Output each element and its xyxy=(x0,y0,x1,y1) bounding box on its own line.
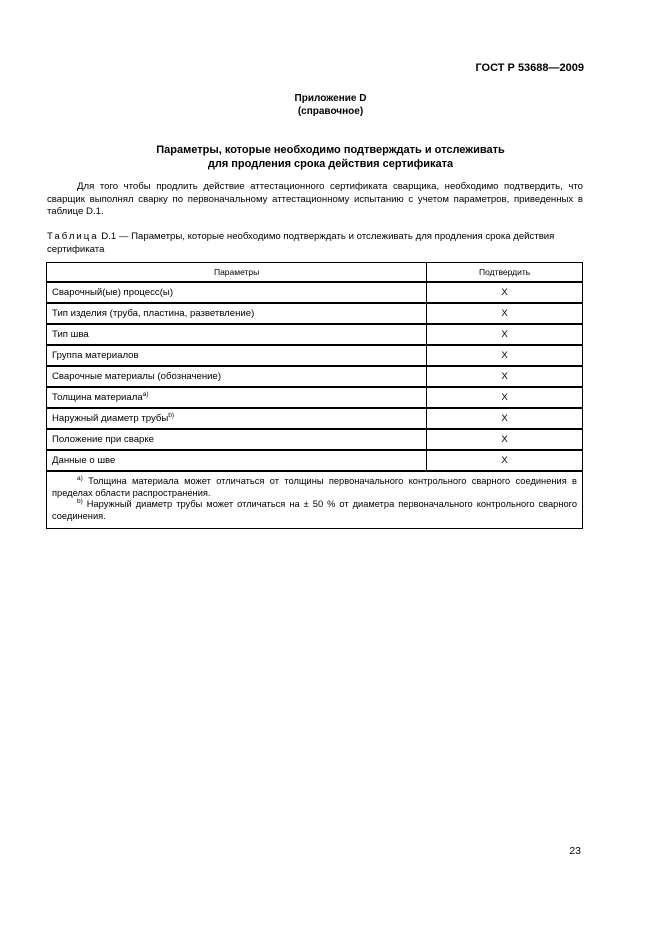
footnote-b xyxy=(52,499,577,522)
header-confirm: Подтвердить xyxy=(427,263,583,283)
footnote-mark-a: a) xyxy=(77,475,83,482)
confirm-cell: X xyxy=(427,429,583,450)
confirm-cell: X xyxy=(427,366,583,387)
param-cell xyxy=(47,324,427,345)
confirm-cell: X xyxy=(427,387,583,408)
footnote-ref-a: a) xyxy=(142,391,149,398)
appendix-status: (справочное) xyxy=(297,106,364,117)
page-number: 23 xyxy=(569,845,581,857)
table-row xyxy=(47,324,583,345)
param-name: Толщина материала xyxy=(52,392,143,403)
intro-paragraph: Для того чтобы продлить действие аттестационного сертификата сварщика, необходимо подтвердить, что сварщик выполнял сварку по первоначальному аттестационному испытанию с учетом параметров, приведенных в таблице D.1. xyxy=(47,181,583,218)
table-row xyxy=(47,429,583,450)
confirm-cell: X xyxy=(427,345,583,366)
footnote-ref-b: b) xyxy=(168,412,175,419)
table-row xyxy=(47,408,583,429)
appendix-label: Приложение D xyxy=(294,93,367,104)
table-row xyxy=(47,345,583,366)
footnote-text-a: Толщина материала может отличаться от толщины первоначального контрольного сварного соединения в пределах области распространения. xyxy=(52,476,577,498)
param-cell xyxy=(47,429,427,450)
param-name: Данные о шве xyxy=(52,455,116,466)
header-parameters: Параметры xyxy=(47,263,427,283)
table-notes-row xyxy=(47,471,583,529)
param-name: Группа материалов xyxy=(52,350,139,361)
param-name: Наружный диаметр трубы xyxy=(52,413,169,424)
confirm-cell: X xyxy=(427,408,583,429)
table-header-row xyxy=(47,263,583,283)
appendix-title xyxy=(0,143,661,171)
confirm-cell: X xyxy=(427,450,583,471)
table-caption-word: Таблица xyxy=(47,231,99,242)
confirm-cell: X xyxy=(427,324,583,345)
standard-number: ГОСТ Р 53688—2009 xyxy=(475,62,584,74)
param-cell xyxy=(47,450,427,471)
table-caption xyxy=(47,231,583,256)
title-line-1: Параметры, которые необходимо подтверждать и отслеживать xyxy=(156,144,505,156)
param-name: Тип шва xyxy=(52,329,89,340)
param-name: Положение при сварке xyxy=(52,434,155,445)
footnote-mark-b: b) xyxy=(77,498,83,505)
table-row xyxy=(47,303,583,324)
param-cell xyxy=(47,345,427,366)
confirm-cell: X xyxy=(427,282,583,303)
param-cell xyxy=(47,408,427,429)
parameters-table xyxy=(46,262,583,529)
param-cell xyxy=(47,282,427,303)
table-row xyxy=(47,450,583,471)
appendix-heading xyxy=(0,92,661,118)
footnote-a xyxy=(52,476,577,499)
param-name: Тип изделия (труба, пластина, разветвление) xyxy=(52,308,255,319)
confirm-cell: X xyxy=(427,303,583,324)
title-line-2: для продления срока действия сертификата xyxy=(207,158,454,170)
table-row xyxy=(47,366,583,387)
table-notes xyxy=(47,471,583,529)
table-row xyxy=(47,387,583,408)
param-cell xyxy=(47,303,427,324)
table-row xyxy=(47,282,583,303)
footnote-text-b: Наружный диаметр трубы может отличаться на ± 50 % от диаметра первоначального контрольного сварного соединения. xyxy=(52,499,577,521)
table-caption-text: D.1 — Параметры, которые необходимо подтверждать и отслеживать для продления срока действия сертификата xyxy=(47,231,555,255)
param-name: Сварочный(ые) процесс(ы) xyxy=(52,287,174,298)
param-cell xyxy=(47,387,427,408)
param-name: Сварочные материалы (обозначение) xyxy=(52,371,222,382)
param-cell xyxy=(47,366,427,387)
